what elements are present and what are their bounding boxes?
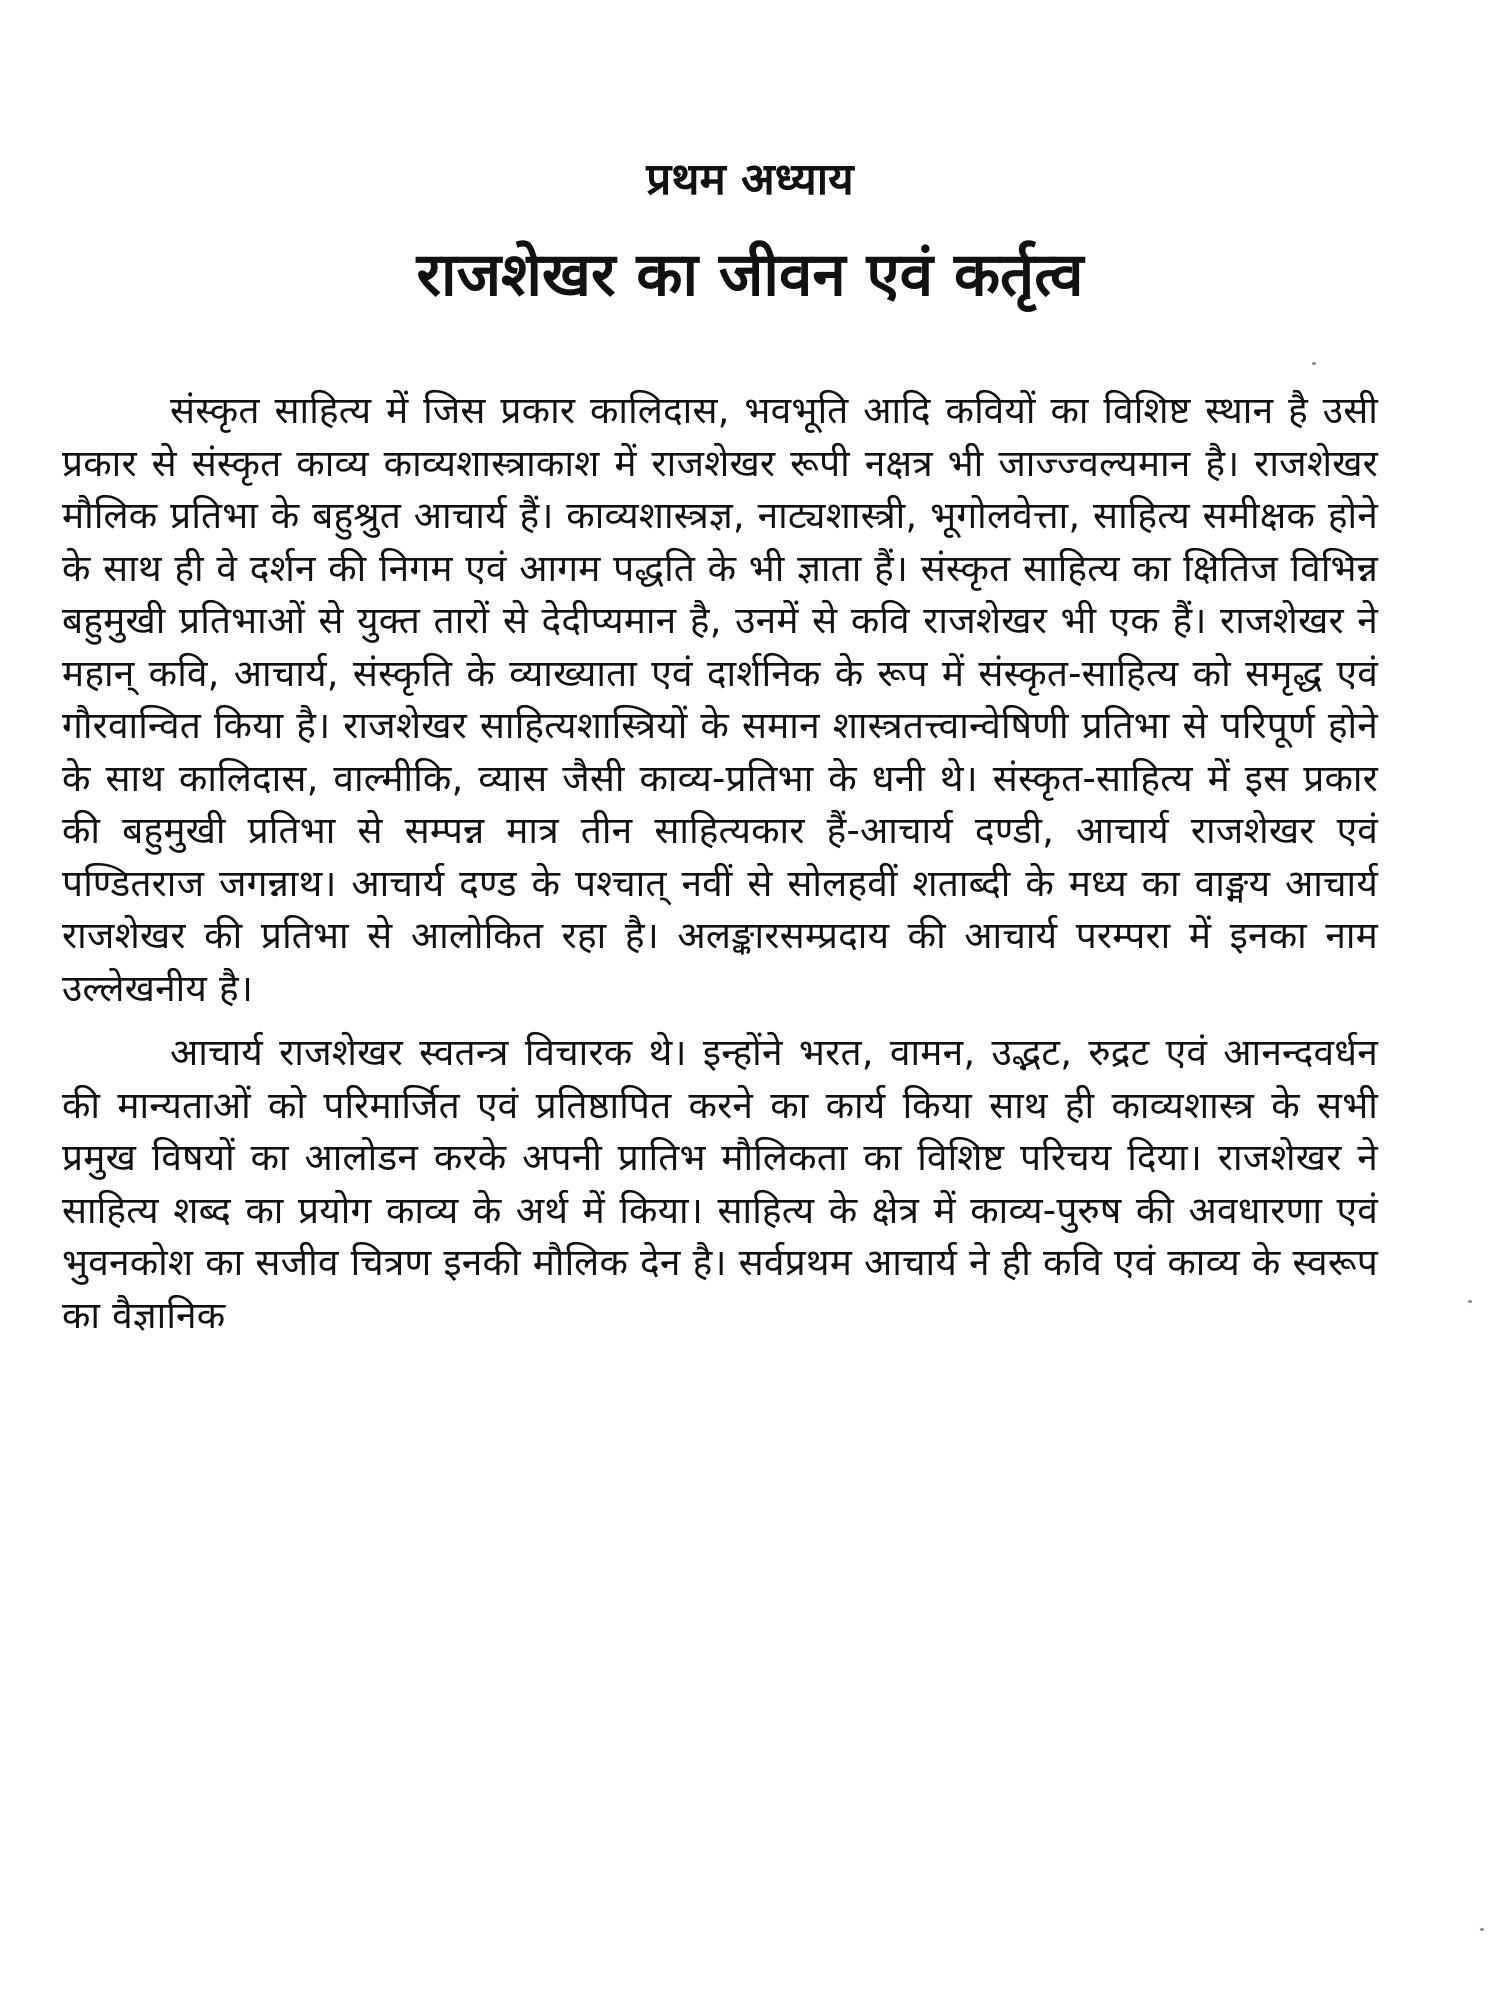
scan-speck xyxy=(1312,362,1316,365)
scan-speck xyxy=(1480,1928,1484,1931)
paragraph: आचार्य राजशेखर स्वतन्त्र विचारक थे। इन्होंने भरत, वामन, उद्भट, रुद्रट एवं आनन्दवर्धन की मान्यताओं को परिमार्जित एवं प्रतिष्ठापित करने का कार्य किया साथ ही काव्यशास्त्र के सभी प्रमुख विषयों का आलोडन करके अपनी प्रातिभ मौलिकता का विशिष्ट परिचय दिया। राजशेखर ने साहित्य शब्द का प्रयोग काव्य के अर्थ में किया। साहित्य के क्षेत्र में काव्य-पुरुष की अवधारणा एवं भुवनकोश का सजीव चित्रण इनकी मौलिक देन है। सर्वप्रथम आचार्य ने ही कवि एवं काव्य के स्वरूप का वैज्ञानिक xyxy=(62,1031,1378,1337)
scan-speck xyxy=(1468,1300,1472,1303)
paragraph: संस्कृत साहित्य में जिस प्रकार कालिदास, भवभूति आदि कवियों का विशिष्ट स्थान है उसी प्रकार से संस्कृत काव्य काव्यशास्त्राकाश में राजशेखर रूपी नक्षत्र भी जाज्ज्वल्यमान है। राजशेखर मौलिक प्रतिभा के बहुश्रुत आचार्य हैं। काव्यशास्त्रज्ञ, नाट्यशास्त्री, भूगोलवेत्ता, साहित्य समीक्षक होने के साथ ही वे दर्शन की निगम एवं आगम पद्धति के भी ज्ञाता हैं। संस्कृत साहित्य का क्षितिज विभिन्न बहुमुखी प्रतिभाओं से युक्त तारों से देदीप्यमान है, उनमें से कवि राजशेखर भी एक हैं। राजशेखर ने महान् कवि, आचार्य, संस्कृति के व्याख्याता एवं दार्शनिक के रूप में संस्कृत-साहित्य को समृद्ध एवं गौरवान्वित किया है। राजशेखर साहित्यशास्त्रियों के समान शास्त्रतत्त्वान्वेषिणी प्रतिभा से परिपूर्ण होने के साथ कालिदास, वाल्मीकि, व्यास जैसी काव्य-प्रतिभा के धनी थे। संस्कृत-साहित्य में इस प्रकार की बहुमुखी प्रतिभा से सम्पन्न मात्र तीन साहित्यकार हैं-आचार्य दण्डी, आचार्य राजशेखर एवं पण्डितराज जगन्नाथ। आचार्य दण्ड के पश्चात् नवीं से सोलहवीं शताब्दी के मध्य का वाङ्मय आचार्य राजशेखर की प्रतिभा से आलोकित रहा है। अलङ्कारसम्प्रदाय की आचार्य परम्परा में इनका नाम उल्लेखनीय है। xyxy=(62,389,1378,1010)
chapter-number-heading: प्रथम अध्याय xyxy=(646,154,854,205)
chapter-title-heading: राजशेखर का जीवन एवं कर्तृत्व xyxy=(416,240,1084,310)
body-text xyxy=(62,385,1378,1342)
